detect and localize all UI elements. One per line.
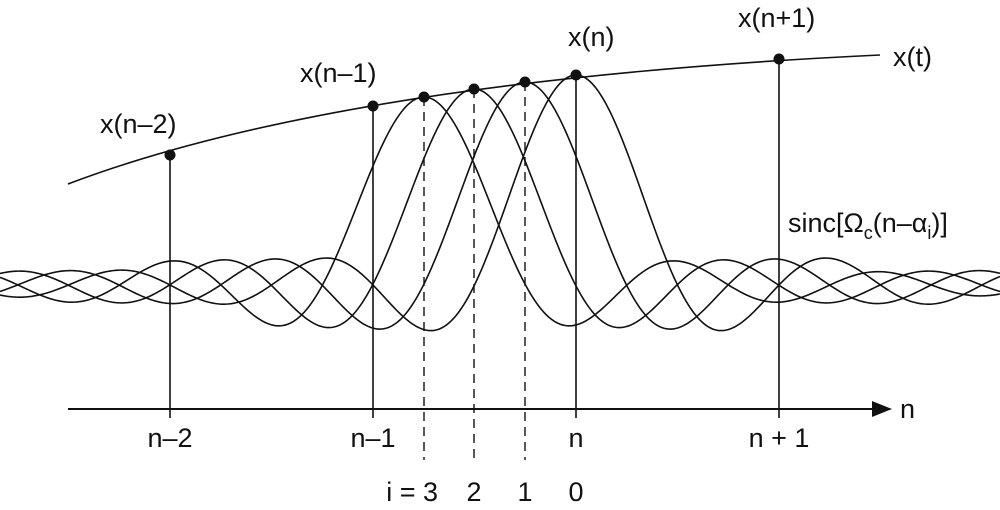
- sample-dot-n-plus-1: [774, 54, 785, 65]
- tick-label-n-minus-1: n–1: [350, 423, 396, 453]
- sample-dot-n-minus-1: [368, 101, 379, 112]
- sample-dot-i3: [419, 92, 430, 103]
- index-label-i3: i = 3: [386, 477, 438, 507]
- sample-dot-n: [571, 70, 582, 81]
- label-x-t: x(t): [893, 42, 932, 72]
- index-label-i2: 2: [466, 477, 482, 507]
- index-label-i1: 1: [517, 477, 533, 507]
- sample-dot-i2: [469, 84, 480, 95]
- label-sinc-kernel: $\sin c[\Omega_c(n-\alpha_i)]$: [788, 208, 948, 243]
- sample-dot-i1: [520, 77, 531, 88]
- label-x-n-minus-2: x(n–2): [100, 109, 177, 139]
- axis-label-n: n: [900, 394, 916, 424]
- sample-dot-n-minus-2: [165, 150, 176, 161]
- tick-label-n-plus-1: n + 1: [748, 423, 810, 453]
- index-label-i0: 0: [568, 477, 584, 507]
- tick-label-n: n: [568, 423, 584, 453]
- tick-label-n-minus-2: n–2: [147, 423, 193, 453]
- label-x-n-plus-1: x(n+1): [738, 3, 816, 33]
- label-x-n: x(n): [568, 22, 615, 52]
- n-axis-arrowhead: [872, 401, 892, 417]
- label-x-n-minus-1: x(n–1): [300, 58, 377, 88]
